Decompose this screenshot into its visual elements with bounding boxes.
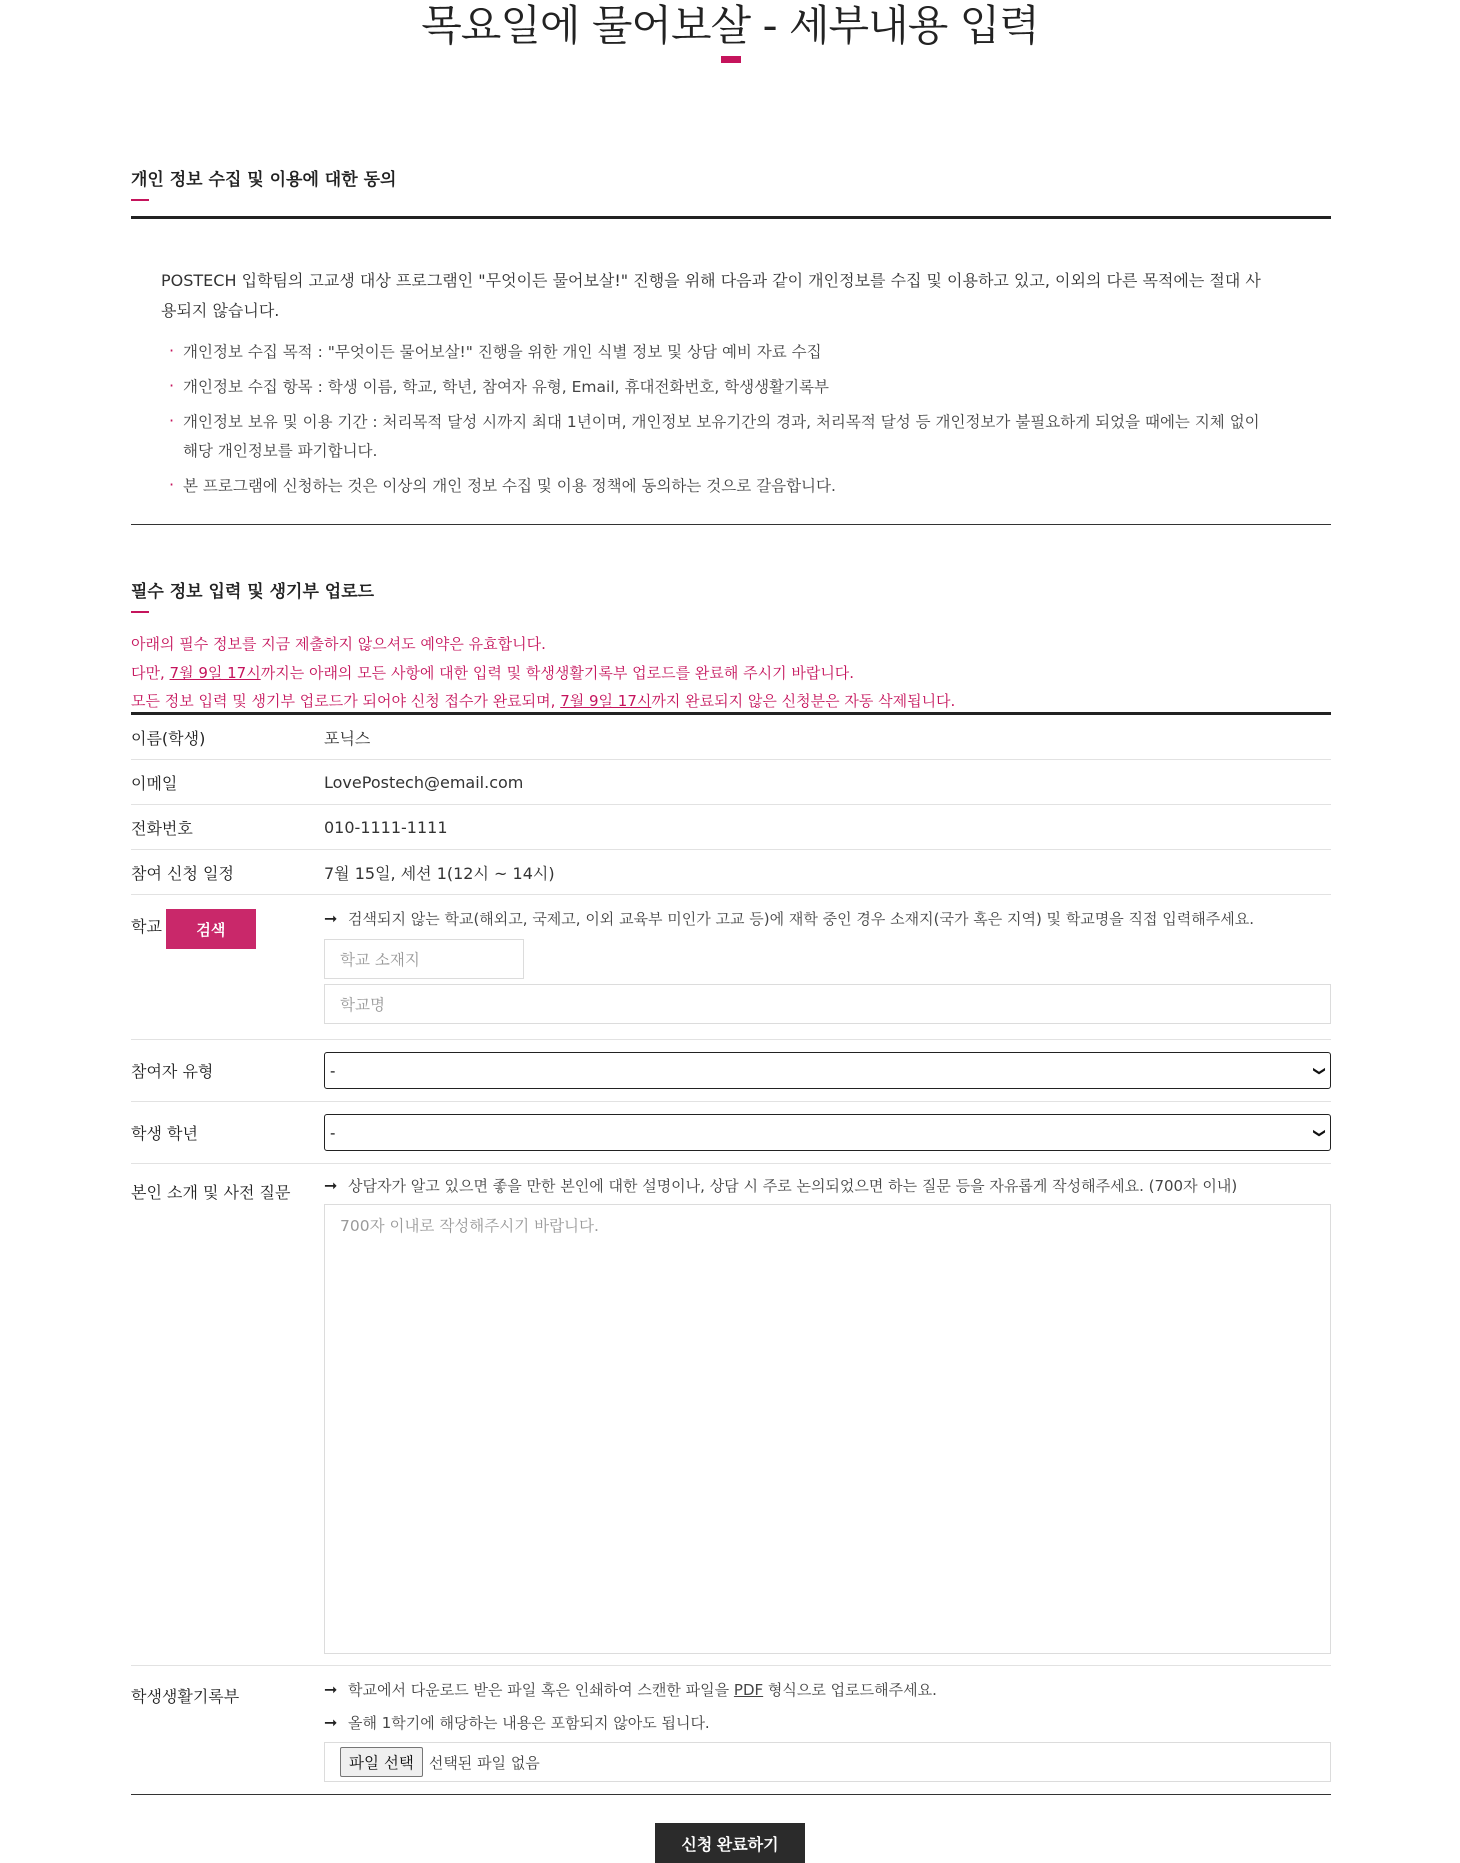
notice-line-2 xyxy=(131,659,1331,688)
consent-item: · 개인정보 보유 및 이용 기간 : 처리목적 달성 시까지 최대 1년이며, 개인정보 보유기간의 경과, 처리목적 달성 등 개인정보가 불필요하게 되었을 때에는 지체 없이 해당 개인정보를 파기합니다. xyxy=(161,408,1271,466)
chevron-down-icon: ❯ xyxy=(1312,1127,1327,1138)
school-hint xyxy=(324,909,1331,929)
name-row xyxy=(131,715,1331,760)
file-status: 선택된 파일 없음 xyxy=(428,1753,540,1772)
school-inputs xyxy=(324,939,1331,1024)
schedule-row xyxy=(131,850,1331,895)
school-search-button[interactable]: 검색 xyxy=(166,909,256,949)
notice-text: 까지 완료되지 않은 신청분은 자동 삭제됩니다. xyxy=(651,692,956,710)
school-name-input[interactable]: 학교명 xyxy=(324,984,1331,1024)
record-file-input xyxy=(324,1742,1331,1782)
phone-value: 010-1111-1111 xyxy=(324,817,448,837)
intro-field xyxy=(324,1176,1331,1665)
notice-deadline: 7월 9일 17시 xyxy=(169,663,261,682)
record-hint-2-text: 올해 1학기에 해당하는 내용은 포함되지 않아도 됩니다. xyxy=(348,1714,710,1732)
record-label: 학생생활기록부 xyxy=(131,1687,240,1706)
grade-selected: - xyxy=(330,1123,336,1142)
school-fields xyxy=(324,909,1331,1039)
notice-text: 까지는 아래의 모든 사항에 대한 입력 및 학생생활기록부 업로드를 완료해 주시기 바랍니다. xyxy=(260,663,855,682)
required-section-header xyxy=(131,580,1331,604)
consent-item: · 개인정보 수집 항목 : 학생 이름, 학교, 학년, 참여자 유형, Email, 휴대전화번호, 학생생활기록부 xyxy=(161,373,1271,402)
phone-row xyxy=(131,805,1331,850)
email-value: LovePostech@email.com xyxy=(324,772,524,792)
consent-body xyxy=(131,266,1331,507)
grade-field xyxy=(324,1114,1331,1151)
intro-hint-text: 상담자가 알고 있으면 좋을 만한 본인에 대한 설명이나, 상담 시 주로 논의되었으면 하는 질문 등을 자유롭게 작성해주세요. (700자 이내) xyxy=(348,1177,1238,1195)
notice-deadline: 7월 9일 17시 xyxy=(560,692,652,710)
consent-top-divider xyxy=(131,216,1331,219)
right-arrow-icon: ➞ xyxy=(324,1680,338,1699)
school-hint-text: 검색되지 않는 학교(해외고, 국제고, 이외 교육부 미인가 고교 등)에 재학 중인 경우 소재지(국가 혹은 지역) 및 학교명을 직접 입력해주세요. xyxy=(348,910,1255,928)
notice-text: 모든 정보 입력 및 생기부 업로드가 되어야 신청 접수가 완료되며, xyxy=(131,692,561,710)
school-label-group xyxy=(131,909,324,1039)
school-label: 학교 xyxy=(131,917,162,936)
consent-item: · 개인정보 수집 목적 : "무엇이든 물어보살!" 진행을 위한 개인 식별 정보 및 상담 예비 자료 수집 xyxy=(161,338,1271,367)
consent-list xyxy=(161,338,1271,501)
consent-section-title: 개인 정보 수집 및 이용에 대한 동의 xyxy=(131,170,397,190)
record-row xyxy=(131,1666,1331,1797)
record-hint-text: 학교에서 다운로드 받은 파일 혹은 인쇄하여 스캔한 파일을 xyxy=(348,1681,734,1699)
title-accent-bar xyxy=(721,56,741,63)
record-hint-1-text xyxy=(348,1680,937,1700)
notice-line-1: 아래의 필수 정보를 지금 제출하지 않으셔도 예약은 유효합니다. xyxy=(131,635,546,653)
right-arrow-icon: ➞ xyxy=(324,1713,338,1732)
participant-type-row xyxy=(131,1040,1331,1102)
record-hint-text: 형식으로 업로드해주세요. xyxy=(763,1681,937,1699)
grade-row xyxy=(131,1102,1331,1164)
right-arrow-icon: ➞ xyxy=(324,1176,338,1195)
grade-select[interactable] xyxy=(324,1114,1331,1151)
consent-section-header xyxy=(131,168,1331,192)
participant-type-selected: - xyxy=(330,1061,336,1080)
file-select-button[interactable]: 파일 선택 xyxy=(340,1747,423,1777)
participant-type-field xyxy=(324,1052,1331,1089)
participant-type-select[interactable] xyxy=(324,1052,1331,1089)
name-value: 포닉스 xyxy=(324,728,371,748)
grade-label: 학생 학년 xyxy=(131,1124,198,1143)
participant-type-label: 참여자 유형 xyxy=(131,1062,214,1081)
chevron-down-icon: ❯ xyxy=(1312,1065,1327,1076)
email-label: 이메일 xyxy=(131,773,178,793)
intro-row xyxy=(131,1164,1331,1666)
record-hint-1 xyxy=(324,1680,1331,1700)
page-title: 목요일에 물어보살 - 세부내용 입력 xyxy=(421,1,1039,50)
intro-hint xyxy=(324,1176,1331,1196)
email-row xyxy=(131,760,1331,805)
intro-label: 본인 소개 및 사전 질문 xyxy=(131,1183,291,1202)
required-notice xyxy=(131,630,1331,716)
consent-bottom-divider xyxy=(131,524,1331,525)
notice-text: 다만, xyxy=(131,663,170,682)
required-section-title: 필수 정보 입력 및 생기부 업로드 xyxy=(131,582,375,602)
consent-intro: POSTECH 입학팀의 고교생 대상 프로그램인 "무엇이든 물어보살!" 진행을 위해 다음과 같이 개인정보를 수집 및 이용하고 있고, 이외의 다른 목적에는 절대 사용되지 않습니다. xyxy=(161,271,1261,320)
application-form xyxy=(131,715,1331,1797)
schedule-value: 7월 15일, 세션 1(12시 ~ 14시) xyxy=(324,863,555,883)
consent-item: · 본 프로그램에 신청하는 것은 이상의 개인 정보 수집 및 이용 정책에 동의하는 것으로 갈음합니다. xyxy=(161,472,1271,501)
record-hint-pdf: PDF xyxy=(733,1681,764,1699)
record-field xyxy=(324,1680,1331,1797)
right-arrow-icon: ➞ xyxy=(324,909,338,928)
submit-button[interactable]: 신청 완료하기 xyxy=(655,1823,805,1863)
school-row xyxy=(131,895,1331,1040)
name-label: 이름(학생) xyxy=(131,728,206,748)
form-bottom-divider xyxy=(131,1794,1331,1795)
record-hint-2 xyxy=(324,1713,1331,1733)
intro-textarea[interactable]: 700자 이내로 작성해주시기 바랍니다. xyxy=(324,1204,1331,1654)
school-location-input[interactable]: 학교 소재지 xyxy=(324,939,524,979)
schedule-label: 참여 신청 일정 xyxy=(131,863,234,883)
phone-label: 전화번호 xyxy=(131,818,193,838)
